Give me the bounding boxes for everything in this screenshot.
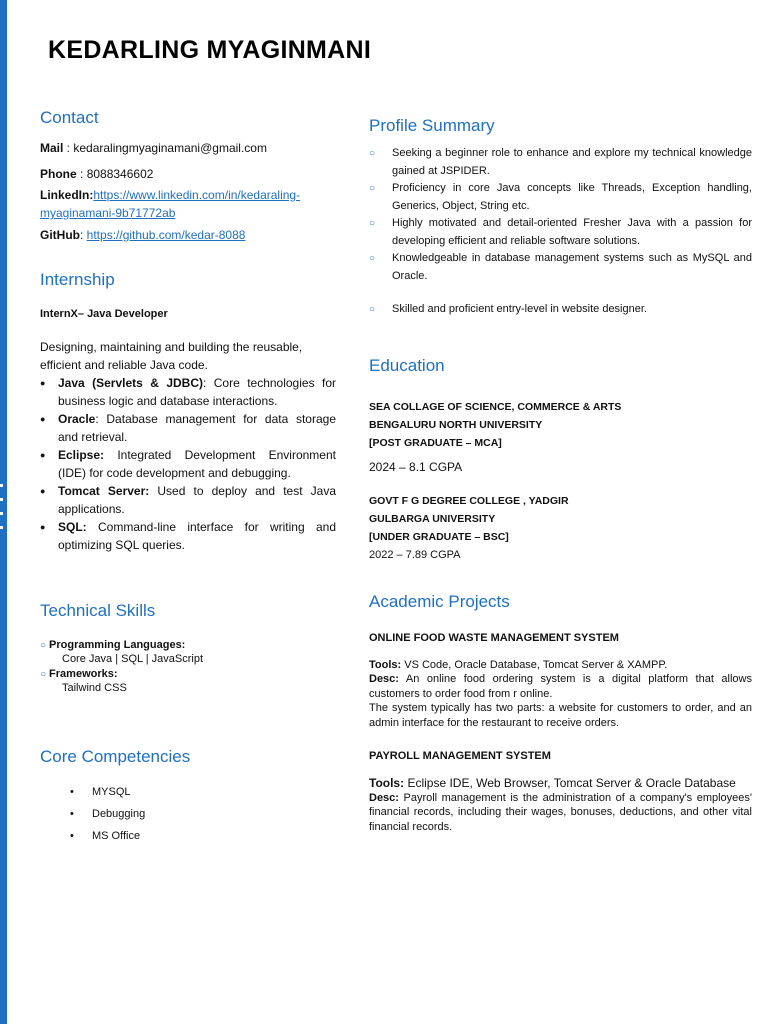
summary-item-text: Highly motivated and detail-oriented Fresher Java with a passion for developing efficient and reliable software solutions.	[392, 217, 752, 247]
education-college: SEA COLLAGE OF SCIENCE, COMMERCE & ARTS	[369, 400, 622, 413]
skill-group-label: Frameworks:	[49, 668, 118, 680]
education-entry	[369, 492, 752, 564]
project-desc-value: An online food ordering system is a digital platform that allows customers to order food from r online.	[369, 673, 752, 700]
github-label: GitHub	[40, 228, 80, 242]
project-desc-label: Desc:	[369, 791, 399, 804]
competency-item: • MS Office	[70, 825, 336, 847]
profile-summary-list	[369, 145, 752, 319]
internship-item-text: Integrated Development Environment (IDE) for code development and debugging.	[58, 448, 336, 480]
mail-label: Mail	[40, 141, 64, 155]
skill-group-value: Tailwind CSS	[62, 682, 127, 694]
internship-title: Internship	[40, 270, 115, 289]
project-entry	[369, 748, 752, 834]
internship-item-text: : Database management for data storage and retrieval.	[58, 412, 336, 444]
summary-item-text: Proficiency in core Java concepts like Threads, Exception handling, Generics, Object, String etc.	[392, 182, 752, 212]
summary-item	[369, 301, 752, 319]
circle-bullet-icon: ○	[40, 640, 47, 651]
skill-group-heading	[40, 639, 336, 651]
left-column	[40, 108, 336, 847]
phone-value: 8088346602	[86, 167, 154, 181]
project-tools-label: Tools:	[369, 776, 405, 790]
internship-item-label: SQL:	[58, 520, 87, 534]
education-degree: [UNDER GRADUATE – BSC]	[369, 530, 509, 543]
technical-skills-title: Technical Skills	[40, 601, 156, 620]
mail-line: Mail : kedaralingmyaginamani@gmail.com	[40, 141, 267, 155]
left-bar-marks	[0, 484, 4, 540]
competency-item: • Debugging	[70, 803, 336, 825]
linkedin-link-part1: https://www.linkedin.com/in/kedaraling-	[93, 188, 301, 202]
education-degree: [POST GRADUATE – MCA]	[369, 436, 502, 449]
summary-item	[369, 145, 752, 180]
internship-item-label: Oracle	[58, 412, 96, 426]
linkedin-link-part2: myaginamani-9b71772ab	[40, 206, 176, 220]
internship-item	[40, 482, 336, 518]
project-entry	[369, 630, 752, 731]
education-college: GOVT F G DEGREE COLLEGE , YADGIR	[369, 494, 569, 507]
internship-item	[40, 446, 336, 482]
circle-bullet-icon: ○	[40, 669, 47, 680]
internship-item-text: Command-line interface for writing and optimizing SQL queries.	[58, 520, 336, 552]
summary-item	[369, 180, 752, 215]
internship-item-text: : Core technologies for business logic and database interactions.	[58, 376, 336, 408]
mail-value: kedaralingmyaginamani@gmail.com	[73, 141, 267, 155]
skill-group-value: Core Java | SQL | JavaScript	[62, 653, 204, 665]
internship-role: InternX– Java Developer	[40, 308, 168, 320]
competency-item: • MYSQL	[70, 781, 336, 803]
projects-list	[369, 630, 752, 835]
summary-item-text: Knowledgeable in database management systems such as MySQL and Oracle.	[392, 252, 752, 282]
core-competencies-title: Core Competencies	[40, 747, 191, 766]
summary-item-text: Skilled and proficient entry-level in website designer.	[392, 303, 647, 315]
project-title: ONLINE FOOD WASTE MANAGEMENT SYSTEM	[369, 631, 619, 644]
linkedin-line	[40, 186, 336, 222]
education-list	[369, 398, 752, 564]
phone-label: Phone	[40, 167, 77, 181]
project-tools-value: Eclipse IDE, Web Browser, Tomcat Server & Oracle Database	[404, 776, 736, 790]
academic-projects-title: Academic Projects	[369, 591, 510, 611]
internship-list	[40, 374, 336, 554]
linkedin-label: LinkedIn:	[40, 188, 94, 202]
contact-title: Contact	[40, 108, 99, 127]
circle-bullet-icon: ○	[369, 148, 376, 159]
project-description-extra: The system typically has two parts: a website for customers to order, and an admin interface for the restaurant to receive orders.	[369, 702, 752, 729]
project-description	[369, 672, 752, 701]
contact-block	[40, 138, 336, 244]
project-tools	[369, 776, 752, 791]
circle-bullet-icon: ○	[369, 218, 376, 229]
project-tools-label: Tools:	[369, 658, 402, 671]
project-desc-value: Payroll management is the administration of a company's employees' financial records, including their wages, bonuses, deductions, and other vital financial records.	[369, 791, 752, 833]
project-description	[369, 791, 752, 835]
education-year: 2022 – 7.89 CGPA	[369, 548, 461, 561]
internship-item-label: Tomcat Server:	[58, 484, 150, 498]
project-title: PAYROLL MANAGEMENT SYSTEM	[369, 750, 551, 762]
internship-item	[40, 410, 336, 446]
github-link[interactable]: https://github.com/kedar-8088	[86, 228, 246, 242]
education-year: 2024 – 8.1 CGPA	[369, 459, 463, 474]
core-competencies-list	[70, 781, 336, 847]
summary-item	[369, 250, 752, 285]
internship-item-label: Java (Servlets & JDBC)	[58, 376, 203, 390]
phone-line: Phone : 8088346602	[40, 167, 154, 181]
project-tools-value: VS Code, Oracle Database, Tomcat Server & XAMPP.	[401, 658, 668, 671]
circle-bullet-icon: ○	[369, 253, 376, 264]
summary-item	[369, 215, 752, 250]
education-title: Education	[369, 355, 445, 375]
circle-bullet-icon: ○	[369, 304, 376, 315]
education-entry	[369, 398, 752, 476]
internship-item	[40, 518, 336, 554]
skill-group-heading	[40, 668, 336, 680]
project-desc-label: Desc:	[369, 673, 399, 685]
summary-item-text: Seeking a beginner role to enhance and explore my technical knowledge gained at JSPIDER.	[392, 147, 752, 177]
education-university: GULBARGA UNIVERSITY	[369, 512, 496, 525]
right-column	[369, 116, 752, 834]
github-line: GitHub: https://github.com/kedar-8088	[40, 228, 246, 242]
circle-bullet-icon: ○	[369, 183, 376, 194]
candidate-name: KEDARLING MYAGINMANI	[48, 36, 372, 64]
internship-item-label: Eclipse:	[58, 448, 105, 462]
profile-summary-title: Profile Summary	[369, 116, 495, 135]
internship-description: Designing, maintaining and building the reusable, efficient and reliable Java code.	[40, 340, 303, 372]
education-university: BENGALURU NORTH UNIVERSITY	[369, 418, 543, 431]
internship-item-text: Used to deploy and test Java applications.	[58, 484, 336, 516]
project-tools	[369, 658, 752, 673]
internship-item	[40, 374, 336, 410]
technical-skills-list	[40, 639, 336, 697]
skill-group-label: Programming Languages:	[49, 639, 186, 651]
